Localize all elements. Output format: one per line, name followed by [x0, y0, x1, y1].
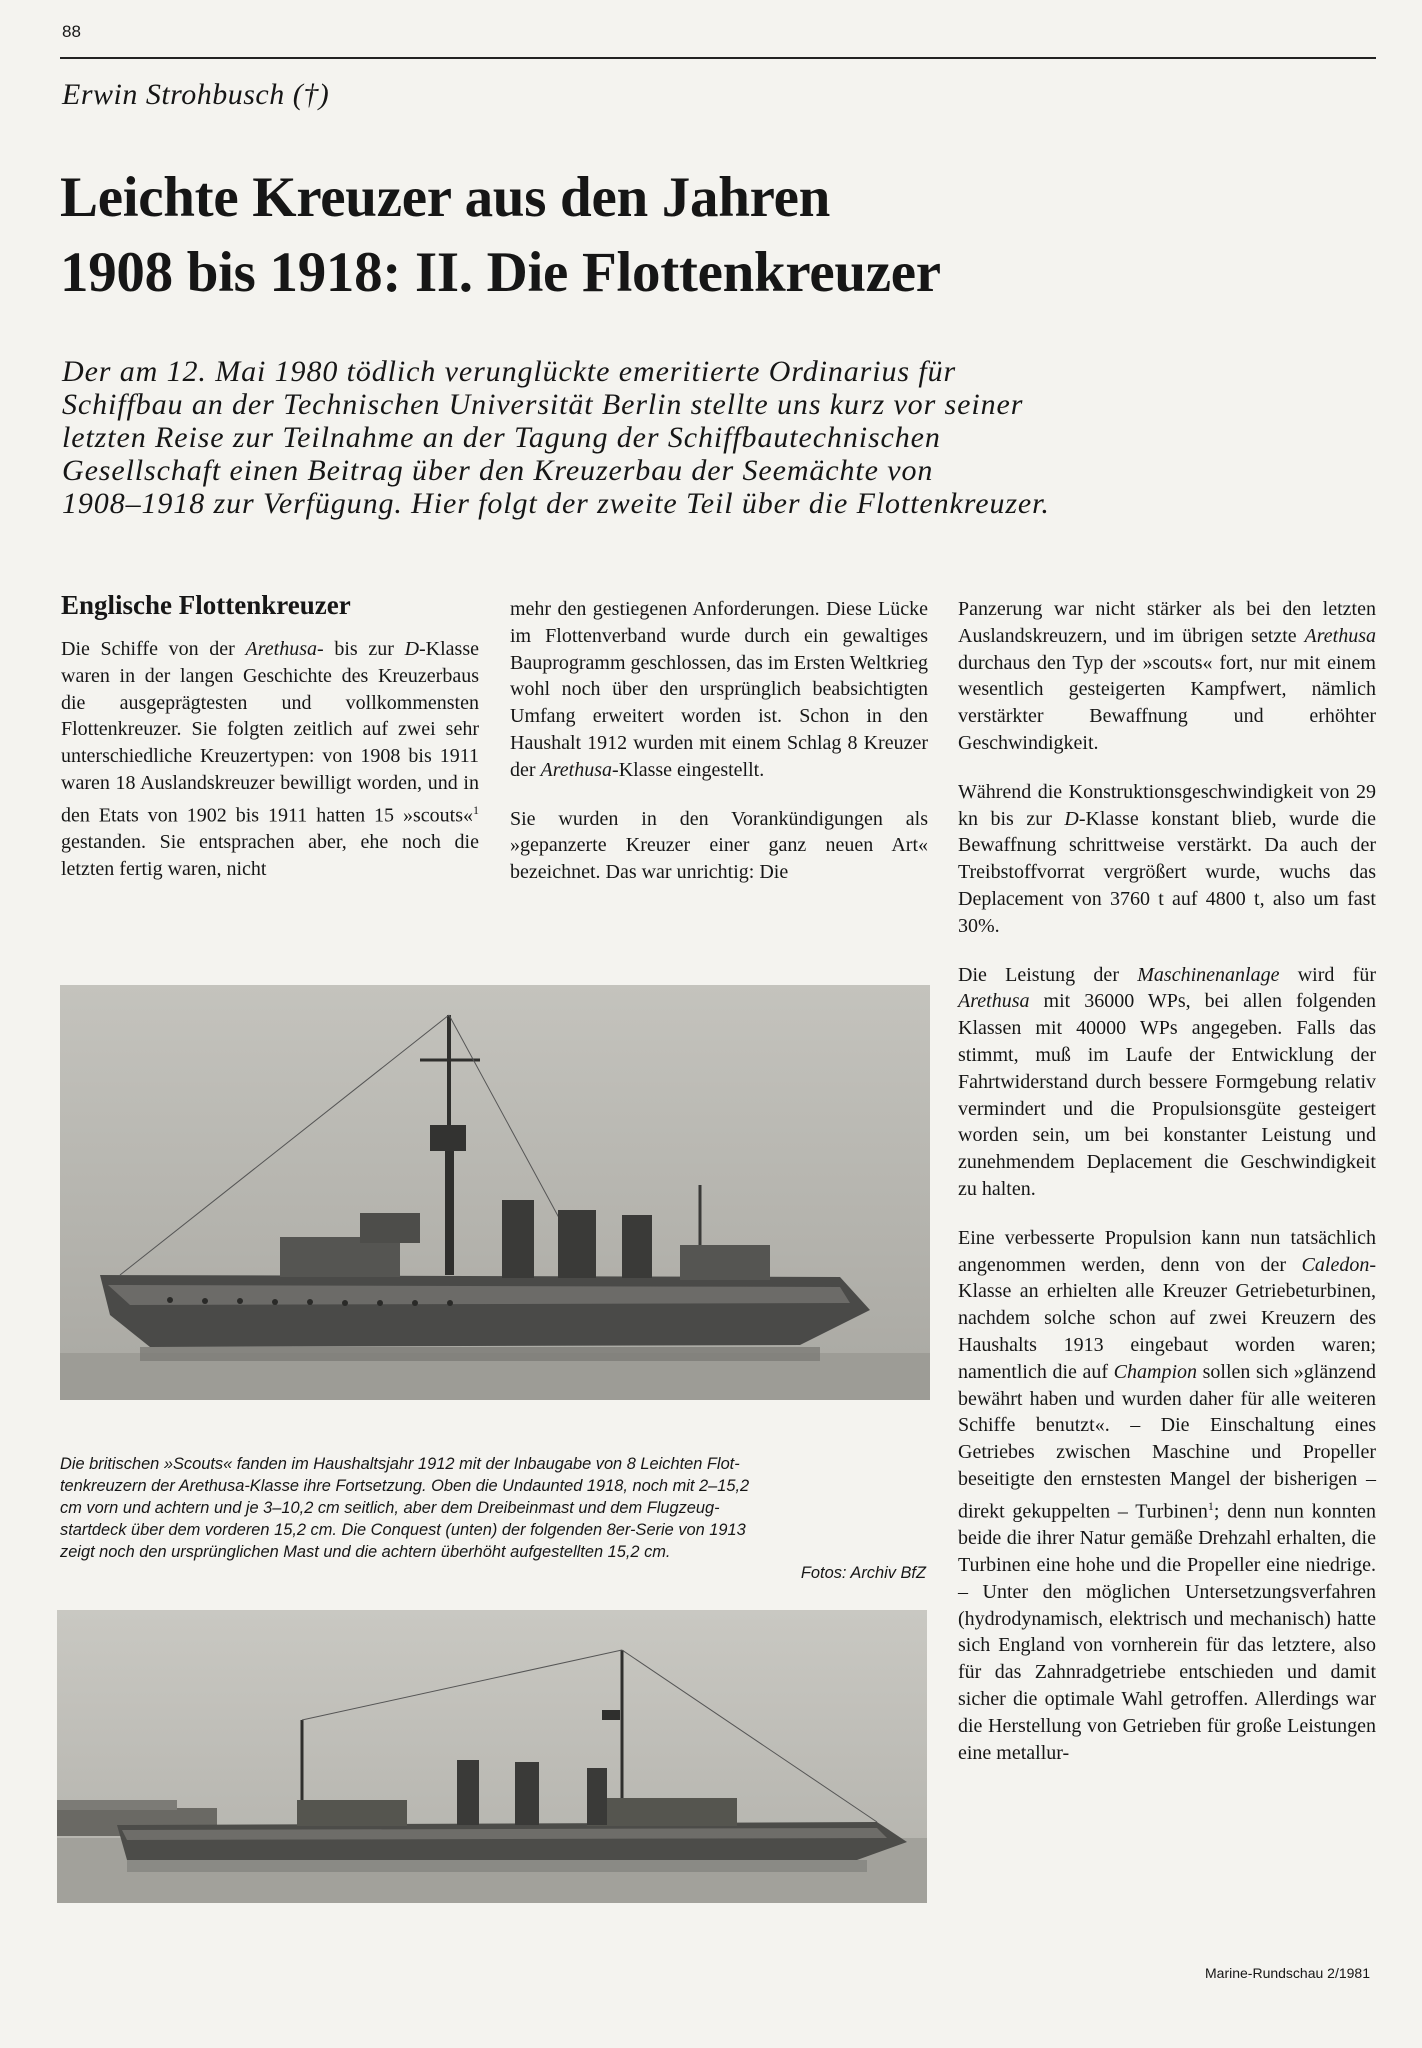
figure-caption	[60, 1453, 932, 1563]
paragraph: Panzerung war nicht stärker als bei den letzten Auslandskreuzern, und im übrigen setzte Arethusa durchaus den Typ der »scouts« fort, nur mit einem wesentlich gesteigerten Kampfwert, nämlich verstärkter Bewaffnung und erhöhter Geschwindigkeit.	[958, 598, 1376, 754]
paragraph: Die Leistung der Maschinenanlage wird für Arethusa mit 36000 WPs, bei allen folgenden Klassen mit 40000 WPs angegeben. Falls das stimmt, muß im Laufe der Entwicklung der Fahrtwiderstand durch bessere Formgebung relativ vermindert und die Propulsionsgüte gesteigert worden sein, um bei konstanter Leistung und zunehmendem Deplacement die Geschwindigkeit zu halten.	[958, 963, 1377, 1200]
caption-line: startdeck über dem vorderen 15,2 cm. Die Conquest (unten) der folgenden 8er-Serie von 1913	[60, 1521, 746, 1539]
lead-line: letzten Reise zur Teilnahme an der Tagung der Schiffbautechnischen	[62, 421, 941, 454]
lead-line: Der am 12. Mai 1980 tödlich verunglückte emeritierte Ordinarius für	[62, 355, 957, 388]
paragraph: mehr den gestiegenen Anforderungen. Diese Lücke im Flottenverband wurde durch ein gewaltiges Bauprogramm geschlossen, das im Ersten Weltkrieg wohl noch über den ursprünglich beabsichtigten Umfang erweitert worden ist. Schon in den Haushalt 1912 wurden mit einem Schlag 8 Kreuzer der Arethusa-Klasse eingestellt.	[510, 598, 928, 781]
ship-photo-undaunted-image	[60, 985, 930, 1400]
ship-photo-conquest	[57, 1610, 927, 1903]
lead-line: 1908–1918 zur Verfügung. Hier folgt der zweite Teil über die Flottenkreuzer.	[62, 487, 1050, 520]
ship-photo-conquest-image	[57, 1610, 927, 1903]
text-column-1	[61, 636, 479, 883]
page-number: 88	[62, 22, 81, 41]
author-line: Erwin Strohbusch (†)	[62, 78, 330, 111]
lead-paragraph	[62, 355, 1282, 520]
section-heading: Englische Flottenkreuzer	[61, 590, 351, 620]
title-line-1: Leichte Kreuzer aus den Jahren	[60, 166, 830, 229]
photo-credit: Fotos: Archiv BfZ	[800, 1564, 926, 1582]
article-title	[60, 160, 1360, 310]
paragraph: Während die Konstruktionsgeschwindigkeit von 29 kn bis zur D-Klasse konstant blieb, wurde die Bewaffnung schrittweise verstärkt. Da auch der Treibstoffvorrat vergrößert wurde, wuchs das Deplacement von 3760 t auf 4800 t, also um fast 30%.	[958, 780, 1376, 937]
header-rule	[60, 57, 1376, 59]
title-line-2: 1908 bis 1918: II. Die Flottenkreuzer	[60, 241, 941, 304]
paragraph: Die Schiffe von der Arethusa- bis zur D-Klasse waren in der langen Geschichte des Kreuzerbaus die ausgeprägtesten und vollkommensten Flottenkreuzer. Sie folgten zeitlich auf zwei sehr unterschiedliche Kreuzertypen: von 1908 bis 1911 waren 18 Auslandskreuzer bewilligt worden, und in den Etats von 1902 bis 1911 hatten 15 »scouts«$^1$ gestanden. Sie entsprachen aber, ehe noch die letzten fertig waren, nicht	[61, 638, 479, 881]
ship-photo-undaunted	[60, 985, 930, 1400]
caption-line: Die britischen »Scouts« fanden im Haushaltsjahr 1912 mit der Inbaugabe von 8 Leichten Flot-	[60, 1455, 740, 1473]
caption-line: tenkreuzern der Arethusa-Klasse ihre Fortsetzung. Oben die Undaunted 1918, noch mit 2–15,2	[60, 1477, 750, 1495]
text-column-3	[958, 596, 1376, 1766]
lead-line: Gesellschaft einen Beitrag über den Kreuzerbau der Seemächte von	[62, 454, 934, 487]
caption-line: cm vorn und achtern und je 3–10,2 cm seitlich, aber dem Dreibeinmast und dem Flugzeug-	[60, 1499, 720, 1517]
footnote-marker: 1	[1207, 1498, 1214, 1513]
footnote-marker: 1	[473, 802, 479, 817]
journal-footer: Marine-Rundschau 2/1981	[1205, 1965, 1370, 1981]
lead-line: Schiffbau an der Technischen Universität Berlin stellte uns kurz vor seiner	[62, 388, 1024, 421]
paragraph: Sie wurden in den Vorankündigungen als »gepanzerte Kreuzer einer ganz neuen Art« bezeichnet. Das war unrichtig: Die	[510, 807, 928, 884]
text-column-2	[510, 596, 928, 886]
caption-line: zeigt noch den ursprünglichen Mast und die achtern überhöht aufgestellten 15,2 cm.	[60, 1543, 671, 1561]
paragraph: Eine verbesserte Propulsion kann nun tatsächlich angenommen werden, denn von der Caledon-Klasse an erhielten alle Kreuzer Getriebeturbinen, nachdem solche schon auf zwei Kreuzern des Haushalts 1913 eingebaut worden waren; namentlich die auf Champion sollen sich »glänzend bewährt haben und wurden daher für alle weiteren Schiffe benutzt«. – Die Einschaltung eines Getriebes zwischen Maschine und Propeller beseitigte den ernstesten Mangel der bisherigen – direkt gekuppelten – Turbinen$^1$; denn nun konnten beide die ihrer Natur gemäße Drehzahl erhalten, die Turbinen eine hohe und die Propeller eine niedrige. – Unter den möglichen Untersetzungsverfahren (hydrodynamisch, elektrisch und mechanisch) hatte sich England von vornherein für das letztere, also für das Zahnradgetriebe entschieden und damit sicher die optimale Wahl getroffen. Allerdings war die Herstellung von Getrieben für große Leistungen eine metallur-	[958, 1226, 1377, 1764]
